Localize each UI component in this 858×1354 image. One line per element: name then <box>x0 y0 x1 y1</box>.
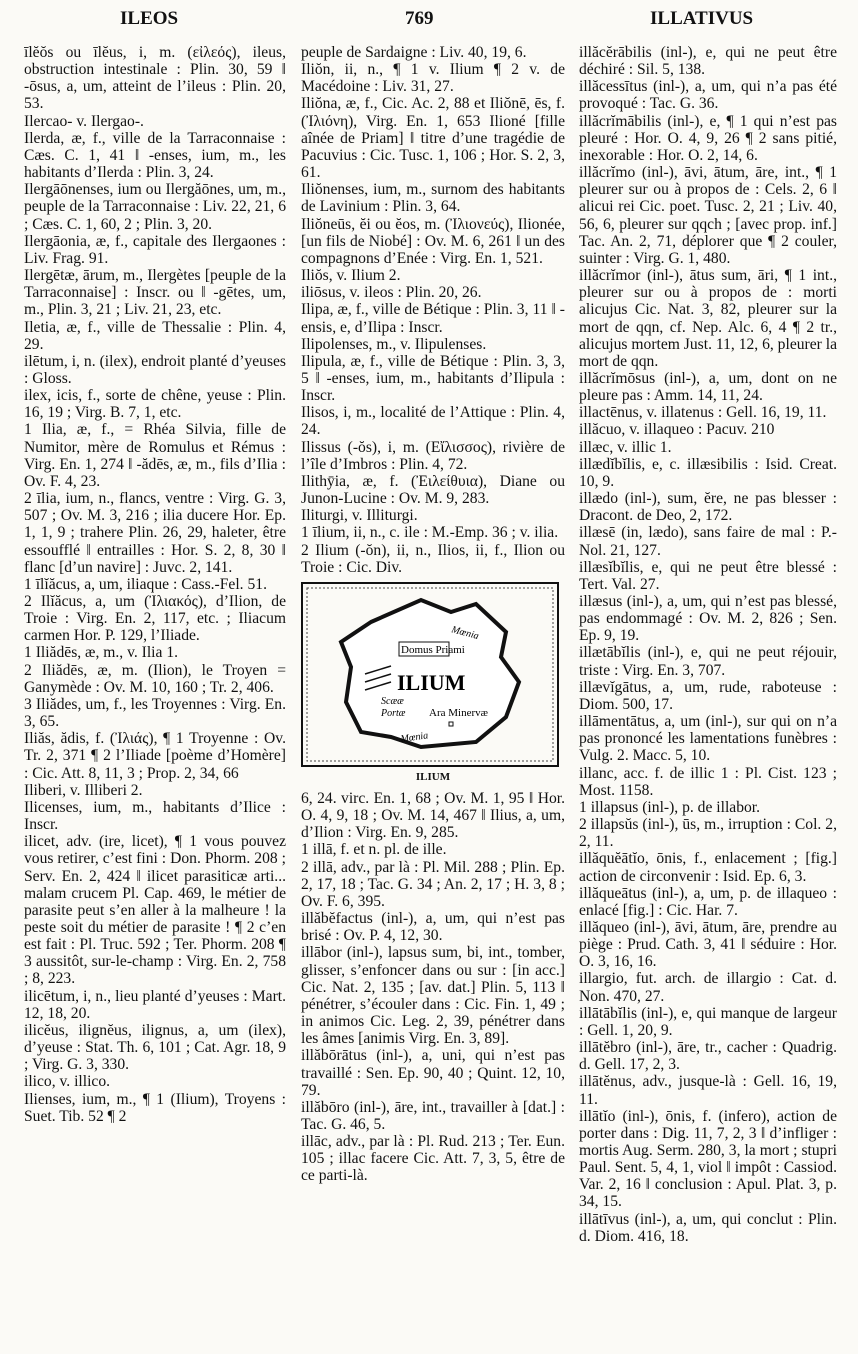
entry: Iletia, æ, f., ville de Thessalie : Plin. 4, 29. <box>24 318 286 353</box>
entry: 2 illā, adv., par là : Pl. Mil. 288 ; Plin. Ep. 2, 17, 18 ; Tac. G. 34 ; An. 2, 17 ; H. 3, 8 ; Ov. F. 6, 395. <box>301 858 565 910</box>
column-3 <box>579 44 837 1344</box>
entry: illăbōro (inl-), āre, int., travailler à [dat.] : Tac. G. 46, 5. <box>301 1098 565 1133</box>
entry: illăcrĭmo (inl-), āvi, ātum, āre, int., ¶ 1 pleurer sur ou à propos de : Cels. 2, 6 ‖ alicui rei Cic. poet. Tusc. 2, 21 ; Liv. 40, 56, 6, pleurer sur qqch ; [avec prop. inf.] Tac. An. 2, 71, déplorer que ¶ 2 couler, suinter : Virg. G. 1, 480. <box>579 164 837 267</box>
entry: illæc, v. illic 1. <box>579 438 672 456</box>
entry: illăbōrātus (inl-), a, uni, qui n’est pas travaillé : Sen. Ep. 90, 40 ; Quint. 12, 10, 79. <box>301 1047 565 1099</box>
page-header <box>0 0 858 40</box>
entry: Ilithȳia, æ, f. (Ἐιλείθυια), Diane ou Junon-Lucine : Ov. M. 9, 283. <box>301 472 565 508</box>
entry: 6, 24. virc. En. 1, 68 ; Ov. M. 1, 95 ‖ Hor. O. 4, 9, 18 ; Ov. M. 14, 467 ‖ Ilius, a, um, d’Ilion : Virg. En. 9, 285. <box>301 790 565 842</box>
entry: iliōsus, v. ileos : Plin. 20, 26. <box>301 284 482 302</box>
entry: illăcuo, v. illaqueo : Pacuv. 210 <box>579 421 775 439</box>
entry: 1 Iliădēs, æ, m., v. Ilia 1. <box>24 644 179 662</box>
entry: illæsus (inl-), a, um, qui n’est pas blessé, pas endommagé : Ov. M. 2, 826 ; Sen. Ep. 9, 19. <box>579 593 837 645</box>
column-2 <box>301 44 565 1344</box>
entry: Iliŏneūs, ĕi ou ĕos, m. (Ἰλιονεύς), Ilionée, [un fils de Niobé] : Ov. M. 6, 261 ‖ un des compagnons d’Enée : Virg. En. 1, 521. <box>301 215 565 267</box>
entry: illanc, acc. f. de illic 1 : Pl. Cist. 123 ; Most. 1158. <box>579 764 837 799</box>
header-right-guideword: ILLATIVUS <box>650 8 754 29</box>
entry: Iliŏnenses, ium, m., surnom des habitants de Lavinium : Plin. 3, 64. <box>301 181 565 216</box>
entry: Ilipolenses, m., v. Ilipulenses. <box>301 335 487 353</box>
entry: illædo (inl-), sum, ĕre, ne pas blesser : Dracont. de Deo, 2, 172. <box>579 490 837 525</box>
entry: illăcĕrābilis (inl-), e, qui ne peut être déchiré : Sil. 5, 138. <box>579 44 837 79</box>
entry: 1 īlĭăcus, a, um, iliaque : Cass.-Fel. 51. <box>24 575 267 593</box>
entry: īlĕŏs ou īlĕus, i, m. (εἰλεός), ileus, obstruction intestinale : Plin. 30, 59 ‖ -ōsus, a, um, atteint de l’ileus : Plin. 20, 53. <box>24 44 286 113</box>
label-scaeae: Scææ <box>381 695 404 707</box>
entry: ilex, icis, f., sorte de chêne, yeuse : Plin. 16, 19 ; Virg. B. 7, 1, etc. <box>24 387 286 422</box>
entry: Ilienses, ium, m., ¶ 1 (Ilium), Troyens : Suet. Tib. 52 ¶ 2 <box>24 1090 286 1125</box>
entry: 3 Iliădes, um, f., les Troyennes : Virg. En. 3, 65. <box>24 695 286 731</box>
ilium-map <box>301 582 559 767</box>
figure-caption: ILIUM <box>415 770 451 783</box>
label-portae: Portæ <box>381 707 406 719</box>
entry: illæsē (in, lædo), sans faire de mal : P.-Nol. 21, 127. <box>579 524 837 559</box>
entry: Ilisos, i, m., localité de l’Attique : Plin. 4, 24. <box>301 404 565 439</box>
entry: Ilergētæ, ārum, m., Ilergètes [peuple de la Tarraconnaise] : Inscr. ou ‖ -gētes, um, m., Plin. 3, 21 ; Liv. 21, 23, etc. <box>24 267 286 319</box>
entry: illăquĕātĭo, ōnis, f., enlacement ; [fig.] action de circonvenir : Isid. Ep. 6, 3. <box>579 850 837 885</box>
entry: illăbĕfactus (inl-), a, um, qui n’est pas brisé : Ov. P. 4, 12, 30. <box>301 910 565 945</box>
entry: Ilipula, æ, f., ville de Bétique : Plin. 3, 3, 5 ‖ -enses, ium, m., habitants d’Ilipula : Inscr. <box>301 352 565 405</box>
entry: illātīvus (inl-), a, um, qui conclut : Plin. d. Diom. 416, 18. <box>579 1210 837 1245</box>
entry: Iliturgi, v. Illiturgi. <box>301 507 418 525</box>
entry: Ilerda, æ, f., ville de la Tarraconnaise : Cæs. C. 1, 41 ‖ -enses, ium, m., les habitants d’Ilerda : Plin. 3, 24. <box>24 129 286 182</box>
entry: Iliăs, ădis, f. (Ἰλιάς), ¶ 1 Troyenne : Ov. Tr. 2, 371 ¶ 2 l’Iliade [poème d’Homère] : Cic. Att. 8, 11, 3 ; Prop. 2, 34, 66 <box>24 730 286 782</box>
entry: Ilercao- v. Ilergao-. <box>24 112 144 130</box>
entry: ilicētum, i, n., lieu planté d’yeuses : Mart. 12, 18, 20. <box>24 987 286 1022</box>
entry: illăqueo (inl-), āvi, ātum, āre, prendre au piège : Prud. Cath. 3, 41 ‖ séduire : Hor. O. 3, 16, 16. <box>579 918 837 971</box>
entry: Ilipa, æ, f., ville de Bétique : Plin. 3, 11 ‖ -ensis, e, d’Ilipa : Inscr. <box>301 301 565 336</box>
entry: illātĕnus, adv., jusque-là : Gell. 16, 19, 11. <box>579 1073 837 1108</box>
column-1 <box>24 44 286 1344</box>
entry: Ilergāōnenses, ium ou Ilergăōnes, um, m., peuple de la Tarraconnaise : Liv. 22, 21, 6 ; Cæs. C. 1, 60, 2 ; Plin. 3, 20. <box>24 181 286 233</box>
entry: illævĭgātus, a, um, rude, raboteuse : Diom. 500, 17. <box>579 678 837 713</box>
entry: Ilicenses, ium, m., habitants d’Ilice : Inscr. <box>24 798 286 834</box>
entry: Ilergāonia, æ, f., capitale des Ilergaones : Liv. Frag. 91. <box>24 232 286 267</box>
entry: Iliŏn, ii, n., ¶ 1 v. Ilium ¶ 2 v. de Macédoine : Liv. 31, 27. <box>301 61 565 96</box>
entry: ilico, v. illico. <box>24 1073 111 1091</box>
entry: 2 īlia, ium, n., flancs, ventre : Virg. G. 3, 507 ; Ov. M. 3, 216 ; ilia ducere Hor. Ep. 1, 1, 9 ; trahere Plin. 26, 29, haleter, être essoufflé ‖ entrailles : Hor. S. 2, 8, 30 ‖ flanc [d’un navire] : Juvc. 2, 141. <box>24 490 286 576</box>
entry: ilicet, adv. (ire, licet), ¶ 1 vous pouvez vous retirer, c’est fini : Don. Phorm. 208 ; Serv. En. 2, 424 ‖ ilicet parasiticæ arti... malam crucem Pl. Cap. 469, le métier de parasite peut s’en aller à la malheure ! la peste soit du métier de parasite ! ¶ 2 c’en est fait : Pl. Truc. 592 ; Ter. Phorm. 208 ¶ 3 aussitôt, sur-le-champ : Virg. En. 2, 758 ; 8, 223. <box>24 833 286 988</box>
entry: illăcrĭmābilis (inl-), e, ¶ 1 qui n’est pas pleuré : Hor. O. 4, 9, 26 ¶ 2 sans pitié, inexorable : Hor. O. 2, 14, 6. <box>579 112 837 164</box>
entry: illātĕbro (inl-), āre, tr., cacher : Quadrig. d. Gell. 17, 2, 3. <box>579 1039 837 1074</box>
entry: 2 Iliădēs, æ, m. (Ilion), le Troyen = Ganymède : Ov. M. 10, 160 ; Tr. 2, 406. <box>24 661 286 696</box>
entry: illăcrĭmōsus (inl-), a, um, dont on ne pleure pas : Amm. 14, 11, 24. <box>579 369 837 405</box>
ilium-map-figure <box>301 582 559 767</box>
entry: 1 īlium, ii, n., c. ile : M.-Emp. 36 ; v. ilia. <box>301 524 559 542</box>
entry: illăqueātus (inl-), a, um, p. de illaqueo : enlacé [fig.] : Cic. Har. 7. <box>579 884 837 919</box>
entry: illæsĭbĭlis, e, qui ne peut être blessé : Tert. Val. 27. <box>579 558 837 593</box>
label-ara-minervae: Ara Minervæ <box>429 706 488 719</box>
entry: 1 illā, f. et n. pl. de ille. <box>301 841 447 859</box>
entry: illactēnus, v. illatenus : Gell. 16, 19, 11. <box>579 404 827 422</box>
entry: 1 illapsus (inl-), p. de illabor. <box>579 798 761 816</box>
entry: 1 Ilia, æ, f., = Rhéa Silvia, fille de Numitor, mère de Romulus et Rémus : Virg. En. 1, 274 ‖ -ădēs, æ, m., fils d’Ilia : Ov. F. 4, 23. <box>24 421 286 490</box>
entry: 2 illapsŭs (inl-), ūs, m., irruption : Col. 2, 2, 11. <box>579 816 837 851</box>
entry: illābor (inl-), lapsus sum, bi, int., tomber, glisser, s’enfoncer dans ou sur : [in acc.] Cic. Nat. 2, 135 ; [av. dat.] Plin. 5, 113 ‖ pénétrer, s’écouler dans : Cic. Fin. 1, 49 ; in animos Cic. Leg. 2, 39, pénétrer dans les âmes [animis Virg. En. 3, 89]. <box>301 944 565 1048</box>
entry: illætābĭlis (inl-), e, qui ne peut réjouir, triste : Virg. En. 3, 707. <box>579 644 837 679</box>
label-ilium: ILIUM <box>397 669 466 695</box>
entry: illædĭbĭlis, e, c. illæsibilis : Isid. Creat. 10, 9. <box>579 455 837 490</box>
entry: Iliŏs, v. Ilium 2. <box>301 267 401 285</box>
entry: illăcrĭmor (inl-), ātus sum, āri, ¶ 1 int., pleurer sur ou à propos de : morti alicujus Cic. Nat. 3, 82, pleurer sur la mort de qqn, cf. Nep. Alc. 6, 4 ¶ 2 tr., alicujus mortem Just. 11, 12, 6, pleurer la mort de qqn. <box>579 267 837 370</box>
entry: ilicĕus, ilignĕus, ilignus, a, um (ilex), d’yeuse : Stat. Th. 6, 101 ; Cat. Agr. 18, 9 ; Virg. G. 3, 330. <box>24 1021 286 1074</box>
header-left-guideword: ILEOS <box>120 8 179 29</box>
label-domus-priami: Domus Priami <box>401 643 465 656</box>
entry: illāc, adv., par là : Pl. Rud. 213 ; Ter. Eun. 105 ; illac facere Cic. Att. 7, 3, 5, être de ce parti-là. <box>301 1133 565 1185</box>
label-moenia-top: Mœnia <box>450 624 480 642</box>
entry: illāmentātus, a, um (inl-), sur qui on n’a pas prononcé les lamentations funèbres : Vulg. 2. Macc. 5, 10. <box>579 713 837 765</box>
entry: 2 Ilium (-ŏn), ii, n., Ilios, ii, f., Ilion ou Troie : Cic. Div. <box>301 541 565 576</box>
label-moenia-bottom: Mœnia <box>399 730 429 745</box>
entry: illăcessītus (inl-), a, um, qui n’a pas été provoqué : Tac. G. 36. <box>579 78 837 113</box>
entry: illātābĭlis (inl-), e, qui manque de largeur : Gell. 1, 20, 9. <box>579 1004 837 1039</box>
entry: Iliŏna, æ, f., Cic. Ac. 2, 88 et Iliŏnē, ēs, f. (Ἰλιόνη), Virg. En. 1, 653 Ilioné [fille aînée de Priam] ‖ titre d’une tragédie de Pacuvius : Cic. Tusc. 1, 106 ; Hor. S. 2, 3, 61. <box>301 95 565 182</box>
entry: Ilissus (-ŏs), i, m. (Εἴλισσος), rivière de l’île d’Imbros : Plin. 4, 72. <box>301 438 565 473</box>
entry: illargio, fut. arch. de illargio : Cat. d. Non. 470, 27. <box>579 970 837 1005</box>
entry: peuple de Sardaigne : Liv. 40, 19, 6. <box>301 44 527 61</box>
entry: illātĭo (inl-), ōnis, f. (infero), action de porter dans : Dig. 11, 7, 2, 3 ‖ d’infliger : mortis Aug. Serm. 280, 3, la mort ; stupri Paul. Sent. 5, 4, 1, viol ‖ impôt : Cassiod. Var. 2, 16 ‖ conclusion : Apul. Plat. 3, p. 34, 15. <box>579 1107 837 1211</box>
entry: ilētum, i, n. (ilex), endroit planté d’yeuses : Gloss. <box>24 352 286 387</box>
page-number: 769 <box>405 8 434 29</box>
entry: Iliberi, v. Illiberi 2. <box>24 781 143 799</box>
entry: 2 Ilĭăcus, a, um (Ἰλιακός), d’Ilion, de Troie : Virg. En. 2, 117, etc. ; Iliacum carmen Hor. P. 129, l’Iliade. <box>24 593 286 645</box>
